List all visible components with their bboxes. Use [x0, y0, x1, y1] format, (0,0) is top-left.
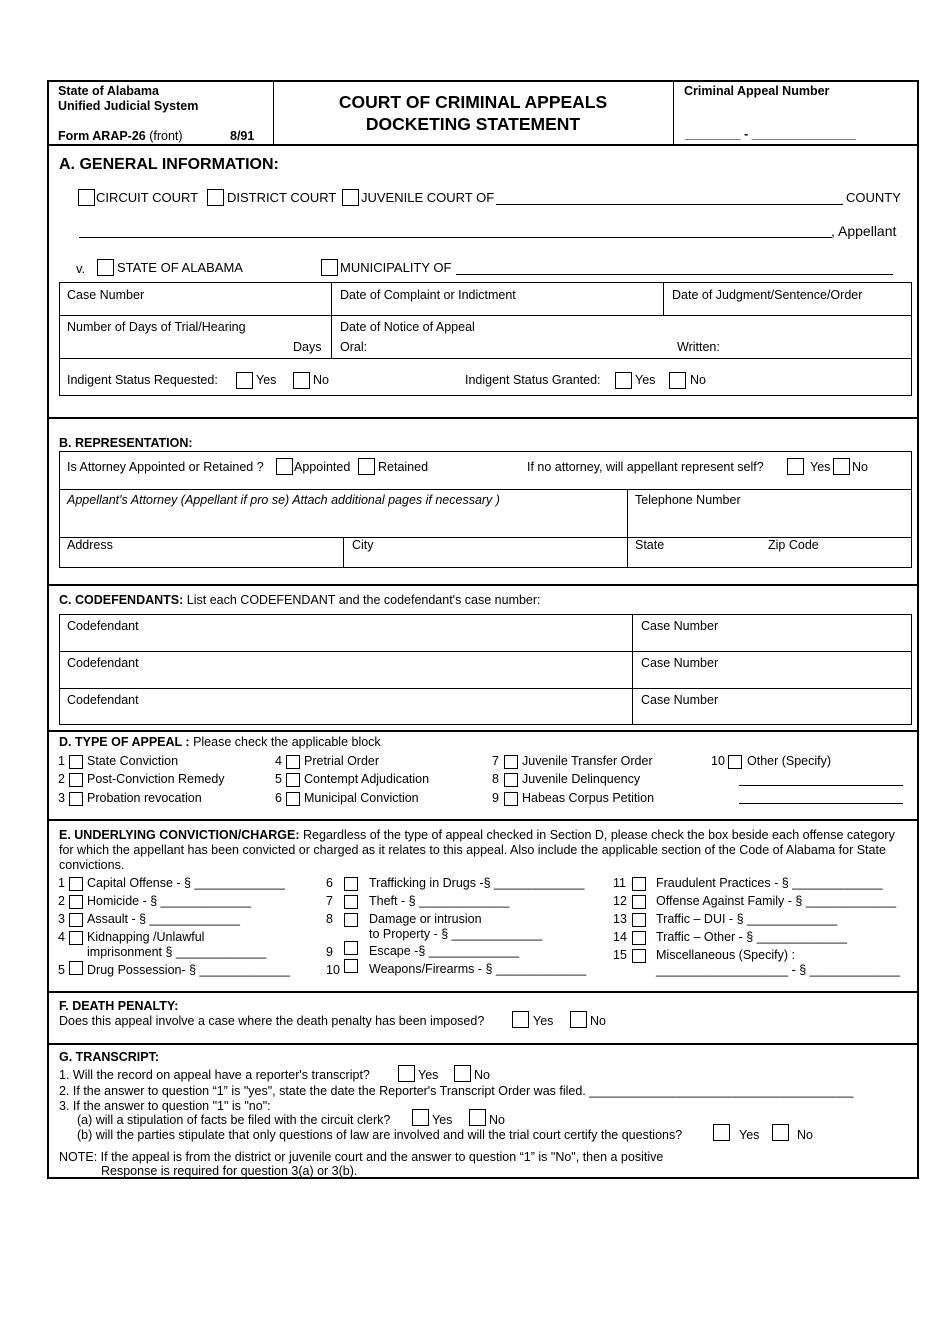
- appeal-number-field[interactable]: ________ - _______________: [685, 127, 857, 141]
- zip-field[interactable]: Zip Code: [768, 538, 819, 552]
- divider: [59, 651, 912, 652]
- yes-label: Yes: [810, 460, 831, 474]
- transcript-question-1: 1. Will the record on appeal have a reporter's transcript?: [59, 1068, 370, 1082]
- appeal-type-label: Probation revocation: [87, 791, 202, 805]
- indigent-requested-no-checkbox[interactable]: [293, 372, 310, 389]
- item-number: 10: [326, 963, 340, 977]
- offense-label: Miscellaneous (Specify) :: [656, 948, 795, 962]
- item-number: 6: [326, 876, 333, 890]
- transcript-question-3a: (a) will a stipulation of facts be filed with the circuit clerk?: [77, 1113, 391, 1127]
- item-number: 1: [58, 876, 65, 890]
- death-penalty-no-checkbox[interactable]: [570, 1011, 587, 1028]
- header-form-date: 8/91: [230, 129, 255, 143]
- divider: [49, 417, 917, 419]
- appeal-type-label: Juvenile Transfer Order: [522, 754, 653, 768]
- offense-label: Fraudulent Practices - § _____________: [656, 876, 883, 890]
- days-label: Days: [293, 340, 322, 354]
- item-number: 3: [58, 912, 65, 926]
- indigent-granted-label: Indigent Status Granted:: [465, 373, 601, 387]
- offense-checkbox[interactable]: [344, 895, 358, 909]
- self-represent-yes-checkbox[interactable]: [787, 458, 804, 475]
- item-number: 4: [275, 754, 282, 768]
- item-number: 5: [275, 772, 282, 786]
- death-penalty-question: Does this appeal involve a case where the death penalty has been imposed?: [59, 1014, 485, 1028]
- yes-label: Yes: [418, 1068, 439, 1082]
- date-judgment-field[interactable]: Date of Judgment/Sentence/Order: [672, 288, 863, 302]
- item-number: 2: [58, 772, 65, 786]
- item-number: 2: [58, 894, 65, 908]
- section-g-heading: G. TRANSCRIPT:: [59, 1050, 159, 1064]
- case-number-field[interactable]: Case Number: [67, 288, 145, 302]
- section-e-text: convictions.: [59, 858, 125, 872]
- circuit-court-label: CIRCUIT COURT: [96, 190, 199, 205]
- city-field[interactable]: City: [352, 538, 374, 552]
- state-of-alabama-checkbox[interactable]: [97, 259, 114, 276]
- divider: [59, 688, 912, 689]
- juvenile-court-checkbox[interactable]: [342, 189, 359, 206]
- indigent-granted-no-checkbox[interactable]: [669, 372, 686, 389]
- retained-label: Retained: [378, 460, 429, 474]
- appeal-type-checkbox[interactable]: [286, 755, 300, 769]
- header-divider: [673, 82, 674, 145]
- item-number: 7: [326, 894, 333, 908]
- divider: [331, 282, 332, 358]
- offense-checkbox[interactable]: [69, 913, 83, 927]
- offense-label: imprisonment § _____________: [87, 945, 267, 959]
- yes-label: Yes: [533, 1014, 554, 1028]
- no-label: No: [797, 1128, 813, 1142]
- no-label: No: [313, 373, 329, 387]
- appellant-name-field[interactable]: [79, 237, 832, 238]
- page-subtitle: DOCKETING STATEMENT: [365, 114, 581, 134]
- self-represent-question: If no attorney, will appellant represent self?: [527, 460, 764, 474]
- header-form-id: Form ARAP-26 (front): [58, 129, 183, 143]
- juvenile-court-label: JUVENILE COURT OF: [361, 190, 495, 205]
- other-specify-field[interactable]: [739, 803, 903, 804]
- no-label: No: [852, 460, 868, 474]
- offense-checkbox[interactable]: [632, 913, 646, 927]
- telephone-field[interactable]: Telephone Number: [635, 493, 741, 507]
- attorney-name-field[interactable]: Appellant's Attorney (Appellant if pro se) Attach additional pages if necessary ): [67, 493, 500, 507]
- appeal-type-label: State Conviction: [87, 754, 179, 768]
- stipulation-no-checkbox[interactable]: [469, 1109, 486, 1126]
- offense-checkbox[interactable]: [69, 895, 83, 909]
- divider: [663, 282, 664, 315]
- appeal-type-checkbox[interactable]: [286, 773, 300, 787]
- appellant-label: , Appellant: [831, 223, 897, 239]
- codefendant-case-field[interactable]: Case Number: [641, 619, 719, 633]
- indigent-requested-label: Indigent Status Requested:: [67, 373, 218, 387]
- item-number: 1: [58, 754, 65, 768]
- appointed-label: Appointed: [294, 460, 351, 474]
- appointed-checkbox[interactable]: [276, 458, 293, 475]
- offense-label: ___________________ - § _____________: [656, 963, 900, 977]
- item-number: 11: [613, 876, 626, 890]
- death-penalty-yes-checkbox[interactable]: [512, 1011, 529, 1028]
- item-number: 7: [492, 754, 499, 768]
- offense-checkbox[interactable]: [344, 877, 358, 891]
- divider: [632, 614, 633, 725]
- county-label: COUNTY: [846, 190, 901, 205]
- offense-checkbox[interactable]: [344, 941, 358, 955]
- offense-checkbox[interactable]: [69, 931, 83, 945]
- stipulation-yes-checkbox[interactable]: [412, 1109, 429, 1126]
- codefendants-table: [59, 614, 912, 725]
- item-number: 13: [613, 912, 627, 926]
- yes-label: Yes: [432, 1113, 453, 1127]
- offense-label: Capital Offense - § _____________: [87, 876, 285, 890]
- appeal-type-checkbox[interactable]: [286, 792, 300, 806]
- offense-checkbox[interactable]: [632, 895, 646, 909]
- section-e-text: for which the appellant has been convicted or charged as it relates to this appeal. Also include the applicable section of the Code of Alabama for State: [59, 843, 886, 857]
- date-complaint-field[interactable]: Date of Complaint or Indictment: [340, 288, 516, 302]
- item-number: 8: [492, 772, 499, 786]
- address-field[interactable]: Address: [67, 538, 113, 552]
- item-number: 3: [58, 791, 65, 805]
- divider: [343, 537, 344, 568]
- section-d-heading: D. TYPE OF APPEAL : Please check the applicable block: [59, 735, 381, 749]
- indigent-requested-yes-checkbox[interactable]: [236, 372, 253, 389]
- item-number: 14: [613, 930, 627, 944]
- divider: [49, 1043, 917, 1045]
- transcript-note: NOTE: If the appeal is from the district or juvenile court and the answer to question “1” is "No", then a positive: [59, 1150, 664, 1164]
- item-number: 15: [613, 948, 627, 962]
- municipality-name-field[interactable]: [456, 274, 893, 275]
- section-f-heading: F. DEATH PENALTY:: [59, 999, 179, 1013]
- district-court-label: DISTRICT COURT: [227, 190, 337, 205]
- state-field[interactable]: State: [635, 538, 665, 552]
- appeal-type-checkbox[interactable]: [69, 792, 83, 806]
- appeal-type-checkbox[interactable]: [504, 792, 518, 806]
- offense-checkbox[interactable]: [344, 913, 358, 927]
- appeal-type-label: Habeas Corpus Petition: [522, 791, 655, 805]
- offense-label: Offense Against Family - § _____________: [656, 894, 897, 908]
- transcript-note: Response is required for question 3(a) or 3(b).: [101, 1164, 358, 1178]
- offense-label: Drug Possession- § _____________: [87, 963, 290, 977]
- docketing-form: [47, 80, 919, 1179]
- codefendant-name-field[interactable]: Codefendant: [67, 656, 139, 670]
- header-state: State of Alabama: [58, 84, 159, 98]
- appeal-type-label: Other (Specify): [747, 754, 832, 768]
- other-specify-field[interactable]: [739, 785, 903, 786]
- divider: [59, 315, 912, 316]
- district-court-checkbox[interactable]: [207, 189, 224, 206]
- no-label: No: [690, 373, 706, 387]
- offense-label: Trafficking in Drugs -§ _____________: [369, 876, 585, 890]
- transcript-question-3: 3. If the answer to question "1" is "no":: [59, 1099, 271, 1113]
- transcript-yes-checkbox[interactable]: [398, 1065, 415, 1082]
- transcript-question-3b: (b) will the parties stipulate that only questions of law are involved and will the trial court certify the questions?: [77, 1128, 683, 1142]
- item-number: 5: [58, 963, 65, 977]
- divider: [59, 489, 912, 490]
- retained-checkbox[interactable]: [358, 458, 375, 475]
- yes-label: Yes: [635, 373, 656, 387]
- codefendant-case-field[interactable]: Case Number: [641, 693, 719, 707]
- item-number: 12: [613, 894, 627, 908]
- divider: [49, 144, 917, 146]
- appeal-type-checkbox[interactable]: [69, 773, 83, 787]
- offense-label: Assault - § _____________: [87, 912, 240, 926]
- offense-label: Theft - § _____________: [369, 894, 510, 908]
- offense-checkbox[interactable]: [632, 877, 646, 891]
- municipality-checkbox[interactable]: [321, 259, 338, 276]
- appeal-type-checkbox[interactable]: [504, 773, 518, 787]
- no-label: No: [474, 1068, 490, 1082]
- section-e-heading: E. UNDERLYING CONVICTION/CHARGE: Regardless of the type of appeal checked in Section D, please check the box beside each offense category: [59, 828, 895, 842]
- divider: [49, 584, 917, 586]
- item-number: 9: [492, 791, 499, 805]
- appeal-number-label: Criminal Appeal Number: [684, 84, 830, 98]
- item-number: 4: [58, 930, 65, 944]
- no-label: No: [489, 1113, 505, 1127]
- offense-checkbox[interactable]: [69, 961, 83, 975]
- attorney-question: Is Attorney Appointed or Retained ?: [67, 460, 264, 474]
- oral-date-field[interactable]: Oral:: [340, 340, 368, 354]
- no-label: No: [590, 1014, 606, 1028]
- appeal-type-label: Post-Conviction Remedy: [87, 772, 225, 786]
- item-number: 10: [711, 754, 725, 768]
- offense-checkbox[interactable]: [69, 877, 83, 891]
- appeal-type-label: Pretrial Order: [304, 754, 380, 768]
- offense-label: Traffic – DUI - § _____________: [656, 912, 838, 926]
- header-system: Unified Judicial System: [58, 99, 199, 113]
- page-title: COURT OF CRIMINAL APPEALS: [338, 92, 608, 112]
- offense-label: Kidnapping /Unlawful: [87, 930, 205, 944]
- divider: [49, 991, 917, 993]
- offense-label: Weapons/Firearms - § _____________: [369, 962, 587, 976]
- versus-label: v.: [76, 261, 86, 276]
- state-of-alabama-label: STATE OF ALABAMA: [117, 260, 243, 275]
- divider: [49, 819, 917, 821]
- yes-label: Yes: [256, 373, 277, 387]
- yes-label: Yes: [739, 1128, 760, 1142]
- law-questions-no-checkbox[interactable]: [772, 1124, 789, 1141]
- section-c-heading: C. CODEFENDANTS: List each CODEFENDANT and the codefendant's case number:: [59, 593, 541, 607]
- divider: [59, 358, 912, 359]
- item-number: 9: [326, 945, 333, 959]
- law-questions-yes-checkbox[interactable]: [713, 1124, 730, 1141]
- transcript-question-2: 2. If the answer to question “1” is "yes", state the date the Reporter's Transcript Order was filed. ______________________________________: [59, 1084, 854, 1098]
- offense-label: Homicide - § _____________: [87, 894, 252, 908]
- indigent-granted-yes-checkbox[interactable]: [615, 372, 632, 389]
- item-number: 6: [275, 791, 282, 805]
- municipality-label: MUNICIPALITY OF: [340, 260, 452, 275]
- offense-checkbox[interactable]: [344, 959, 358, 973]
- appeal-type-checkbox[interactable]: [69, 755, 83, 769]
- written-date-field[interactable]: Written:: [677, 340, 720, 354]
- divider: [49, 730, 917, 732]
- offense-label: Damage or intrusion: [369, 912, 482, 926]
- appeal-type-label: Contempt Adjudication: [304, 772, 430, 786]
- offense-checkbox[interactable]: [632, 931, 646, 945]
- offense-label: Escape -§ _____________: [369, 944, 520, 958]
- codefendant-name-field[interactable]: Codefendant: [67, 693, 139, 707]
- item-number: 8: [326, 912, 333, 926]
- county-name-field[interactable]: [496, 204, 843, 205]
- appeal-type-checkbox[interactable]: [728, 755, 742, 769]
- section-b-heading: B. REPRESENTATION:: [59, 436, 193, 450]
- offense-label: to Property - § _____________: [369, 927, 543, 941]
- circuit-court-checkbox[interactable]: [78, 189, 95, 206]
- appeal-type-checkbox[interactable]: [504, 755, 518, 769]
- section-a-heading: A. GENERAL INFORMATION:: [59, 156, 279, 173]
- codefendant-case-field[interactable]: Case Number: [641, 656, 719, 670]
- offense-label: Traffic – Other - § _____________: [656, 930, 848, 944]
- days-trial-field[interactable]: Number of Days of Trial/Hearing: [67, 320, 246, 334]
- transcript-no-checkbox[interactable]: [454, 1065, 471, 1082]
- date-notice-label: Date of Notice of Appeal: [340, 320, 475, 334]
- offense-checkbox[interactable]: [632, 949, 646, 963]
- appeal-type-label: Juvenile Delinquency: [522, 772, 641, 786]
- codefendant-name-field[interactable]: Codefendant: [67, 619, 139, 633]
- divider: [627, 489, 628, 568]
- appeal-type-label: Municipal Conviction: [304, 791, 419, 805]
- self-represent-no-checkbox[interactable]: [833, 458, 850, 475]
